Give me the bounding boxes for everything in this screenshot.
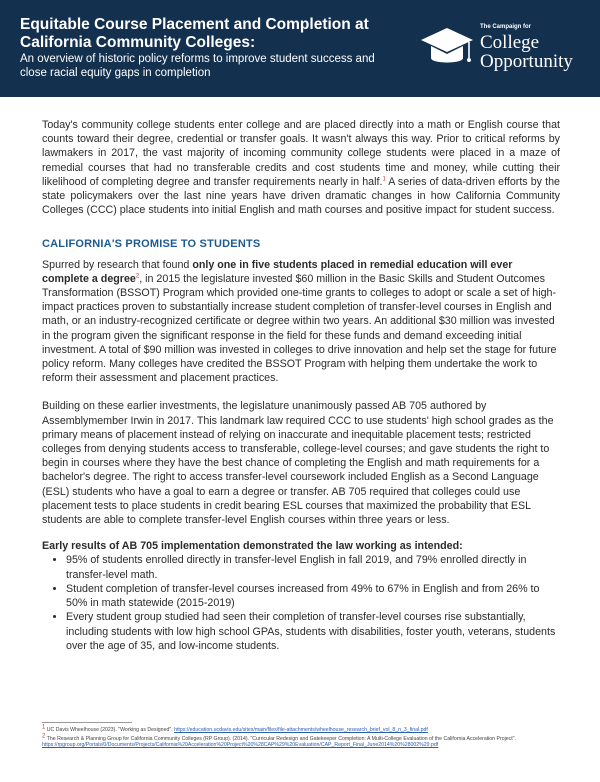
- list-item: • Every student group studied had seen their completion of transfer-level courses rise substantially, including students with low high school GPAs, students with disabilities, foster youth, veterans, students over the age of 35, and low-income students.: [66, 610, 560, 653]
- footnote-2-link[interactable]: https://rpgroup.org/Portals/0/Documents/Projects/California%20Acceleration%20Project%20%28CAP%29%20Evaluation/CAP_Report_Final_June2014%20%28002%29.pdf: [42, 742, 439, 749]
- page-header: [0, 0, 600, 97]
- page-subtitle: An overview of historic policy reforms to improve student success and close racial equity gaps in completion: [20, 53, 375, 79]
- footnote-2: [42, 732, 572, 749]
- list-item: • Student completion of transfer-level courses increased from 49% to 67% in English and from 26% to 50% in math statewide (2015-2019): [66, 582, 560, 610]
- para1-text-b: , in 2015 the legislature invested $60 million in the Basic Skills and Student Outcomes Transformation (BSSOT) Program which provided one-time grants to colleges to adopt or scale a set of high-impact practices proven to substantially increase student completion of transfer-level courses in English and math, or an industry-recognized certificate or degree within two years. An additional $30 million was invested in the program given the significant response in the field for these funds and demand exceeding initial investment. A total of $90 million was invested in colleges to drive innovation and help set the stage for future policy reform. Many colleges have credited the BSSOT Program with helping them undertake the work to reform their assessment and placement practices.: [42, 272, 557, 385]
- footnote-1-number: 1: [42, 724, 46, 731]
- logo-line-opportunity: Opportunity: [480, 51, 573, 72]
- section-heading: CALIFORNIA'S PROMISE TO STUDENTS: [42, 238, 261, 251]
- footnote-1-text: UC Davis Wheelhouse (2023). "Working as Designed".: [45, 727, 175, 733]
- intro-text-a: Today's community college students enter college and are placed directly into a math or English course that counts toward their degree, credential or transfer goals. It wasn't always this way. Prior to critical reforms by lawmakers in 2017, the vast majority of incoming community college students were placed in a maze of remedial courses that had no transferable credits and cost students time and money, while cutting their likelihood of completing degree and transfer requirements nearly in half.: [42, 119, 560, 188]
- list-item: • 95% of students enrolled directly in transfer-level English in fall 2019, and 79% enrolled directly in transfer-level math.: [66, 553, 560, 581]
- results-title: Early results of AB 705 implementation demonstrated the law working as intended:: [42, 540, 463, 553]
- results-list: [42, 553, 560, 652]
- footnote-marker-1[interactable]: 1: [382, 176, 386, 183]
- footnote-2-text: The Research & Planning Group for California Community Colleges (RP Group). (2014). "Curricular Redesign and Gatekeeper Completion: A Multi-College Evaluation of the California Acceleration Project".: [45, 735, 516, 742]
- page-title: Equitable Course Placement and Completion at California Community Colleges:: [20, 16, 369, 51]
- graduation-cap-icon: [420, 24, 474, 72]
- main-content: [42, 118, 560, 653]
- promise-paragraph-1: [42, 258, 560, 386]
- campaign-logo: [420, 20, 590, 80]
- footnote-1-link[interactable]: https://education.ucdavis.edu/sites/main/files/file-attachments/wheelhouse_research_brief_vol_8_n_3_final.pdf: [174, 727, 428, 733]
- intro-text-b: A series of data-driven efforts by the state policymakers over the last nine years have driven dramatic changes in how California Community Colleges (CCC) place students into initial English and math courses and positive impact for student success.: [42, 175, 560, 217]
- logo-small-text: The Campaign for: [480, 24, 532, 30]
- promise-paragraph-2: Building on these earlier investments, the legislature unanimously passed AB 705 authored by Assemblymember Irwin in 2017. This landmark law required CCC to use students' high school grades as the primary means of placement instead of relying on inaccurate and inequitable placement tests; restricted colleges from denying students access to transferable, college-level courses; and gave students the right to begin in courses where they have the best chance of completing the English and math requirements for a bachelor's degree. The right to access transfer-level coursework included English as a Second Language (ESL) students who have a goal to earn a degree or transfer. AB 705 required that colleges could use placement tests to place students in credit bearing ESL courses that maximized the probability that ESL students are able to complete transfer-level English courses within three years or less.: [42, 400, 554, 527]
- footnotes: [42, 724, 572, 751]
- footnote-marker-2[interactable]: 2: [135, 273, 140, 280]
- footnote-2-number: 2: [42, 732, 46, 739]
- footnote-1: [42, 724, 572, 734]
- para1-text-a: Spurred by research that found: [42, 258, 193, 271]
- para1-emphasis: only one in five students placed in remedial education will ever complete a degree: [42, 258, 513, 285]
- logo-line-college: College: [480, 32, 540, 53]
- footnote-divider: [42, 722, 132, 723]
- intro-paragraph: [42, 118, 560, 217]
